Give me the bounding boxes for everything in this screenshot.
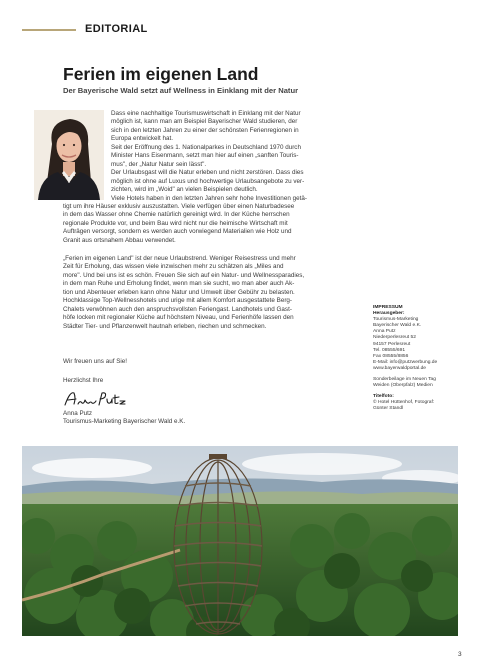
text-line: tion und Abenteuer erleben kann ohne Natur und Umwelt über Gebühr zu belasten. <box>63 288 295 296</box>
text-line: Hochklassige Top-Wellnesshotels und urige mit allem Komfort ausgestattete Berg- <box>63 297 293 305</box>
imprint-line: www.bayerwaldportal.de <box>373 365 427 371</box>
text-line: möglich ist, kann man am Beispiel Bayerischer Wald studieren, der <box>111 118 298 126</box>
article-subtitle: Der Bayerische Wald setzt auf Wellness in Einklang mit der Natur <box>63 86 299 95</box>
text-line: Aufträgen versorgt, sondern es werden auch vorwiegend Materialien wie Holz und <box>63 228 292 236</box>
author-portrait <box>34 110 104 200</box>
article-title: Ferien im eigenen Land <box>63 64 259 84</box>
imprint-line: Sonderbeilage im Neuen Tag <box>373 377 436 383</box>
text-line: Zeit für Erholung, das wissen viele inzwischen mehr zu schätzen als „Miles and <box>63 263 284 271</box>
page-number: 3 <box>458 651 462 658</box>
text-line: zichten, wird im „Woid" an vielen Beispielen deutlich. <box>111 186 258 194</box>
intro-paragraph <box>111 110 369 203</box>
text-line: tigt um ihre Häuser exklusiv auszustatten. Viele verfügen über einen Naturbadesee <box>63 203 295 210</box>
imprint-heading: IMPRESSUM <box>373 305 403 310</box>
handwritten-signature <box>63 389 127 409</box>
imprint-line: Anna Putz <box>373 329 396 335</box>
signer-block <box>63 410 185 427</box>
signer-organization: Tourismus-Marketing Bayerischer Wald e.K. <box>63 418 186 426</box>
imprint-box <box>373 305 473 413</box>
text-line: „Ferien im eigenen Land" ist der neue Urlaubstrend. Weniger Reisestress und mehr <box>63 255 296 262</box>
imprint-line: Tourismus-Marketing <box>373 317 419 323</box>
imprint-line: © Hotel Hüttenhof, Fotograf: <box>373 400 435 406</box>
text-line: möglich ist ohne auf Luxus und hochwertige Urlaubsangebote zu ver- <box>111 177 305 185</box>
text-line: in dem man Ruhe und Erholung findet, wenn man sie sucht, wo man aber auch Ak- <box>63 280 295 288</box>
section-kicker: EDITORIAL <box>85 23 148 35</box>
text-line: Minister Hans Eisenmann, setzt man hier auf einen „sanften Touris- <box>111 152 299 160</box>
text-line: höfe locken mit regionaler Küche auf höchstem Niveau, und Ferienhöfe lassen den <box>63 314 294 322</box>
text-line: Granit aus ortsnahem Abbau verwendet. <box>63 236 176 244</box>
text-line: Seit der Eröffnung des 1. Nationalparkes in Deutschland 1970 durch <box>111 143 301 151</box>
imprint-line: Fax 08555/8856 <box>373 353 409 359</box>
body-paragraph-trend <box>63 255 369 331</box>
greeting-line: Herzlichst Ihre <box>63 377 104 384</box>
text-line: Städter Tier- und Pflanzenwelt hautnah erleben, riechen und schmecken. <box>63 322 267 330</box>
imprint-line: Günter Standl <box>373 406 404 412</box>
text-line: sich in den letzten Jahren zu einer der schönsten Ferienregionen in <box>111 126 299 134</box>
imprint-line: Bayerischer Wald e.K. <box>373 323 422 329</box>
text-line: mus", der „Natur Natur sein lässt". <box>111 160 207 168</box>
imprint-line: Tel. 08555/691 <box>373 347 406 353</box>
text-line: Dass eine nachhaltige Tourismuswirtschaft in Einklang mit der Natur <box>111 110 301 117</box>
text-line: in dem das Wasser ohne Chemie natürlich gereinigt wird. In der Küche herrschen <box>63 211 290 219</box>
signer-name: Anna Putz <box>63 410 93 417</box>
text-line: Viele Hotels haben in den letzten Jahren sehr hohe Investitionen getä- <box>111 194 307 202</box>
cover-photo-label: Titelfoto: <box>373 394 394 400</box>
text-line: Europa entwickelt hat. <box>111 135 173 143</box>
treetop-tower-photo <box>22 446 458 636</box>
imprint-line: E-Mail: info@putzwerbung.de <box>373 359 438 365</box>
imprint-line: Niederperlesreut 52 <box>373 335 416 341</box>
text-line: Der Urlaubsgast will die Natur erleben und nicht zerstören. Dass dies <box>111 169 304 177</box>
text-line: Chalets verwöhnen auch den anspruchsvollsten Feriengast. Landhotels und Gast- <box>63 305 292 313</box>
text-line: more". Und bei uns ist es schön. Freuen Sie sich auf ein Natur- und Wellnessparadies, <box>63 271 305 279</box>
body-paragraph-hotels <box>63 203 369 245</box>
publisher-label: Herausgeber: <box>373 311 405 317</box>
imprint-line: Weiden (Oberpfalz) Medien <box>373 383 433 389</box>
closing-line: Wir freuen uns auf Sie! <box>63 358 128 365</box>
text-line: regionale Produkte vor, und beim Bau wird nicht nur die heimische Wirtschaft mit <box>63 219 288 227</box>
imprint-line: 94157 Perlesreut <box>373 341 411 347</box>
kicker-rule <box>22 29 76 31</box>
